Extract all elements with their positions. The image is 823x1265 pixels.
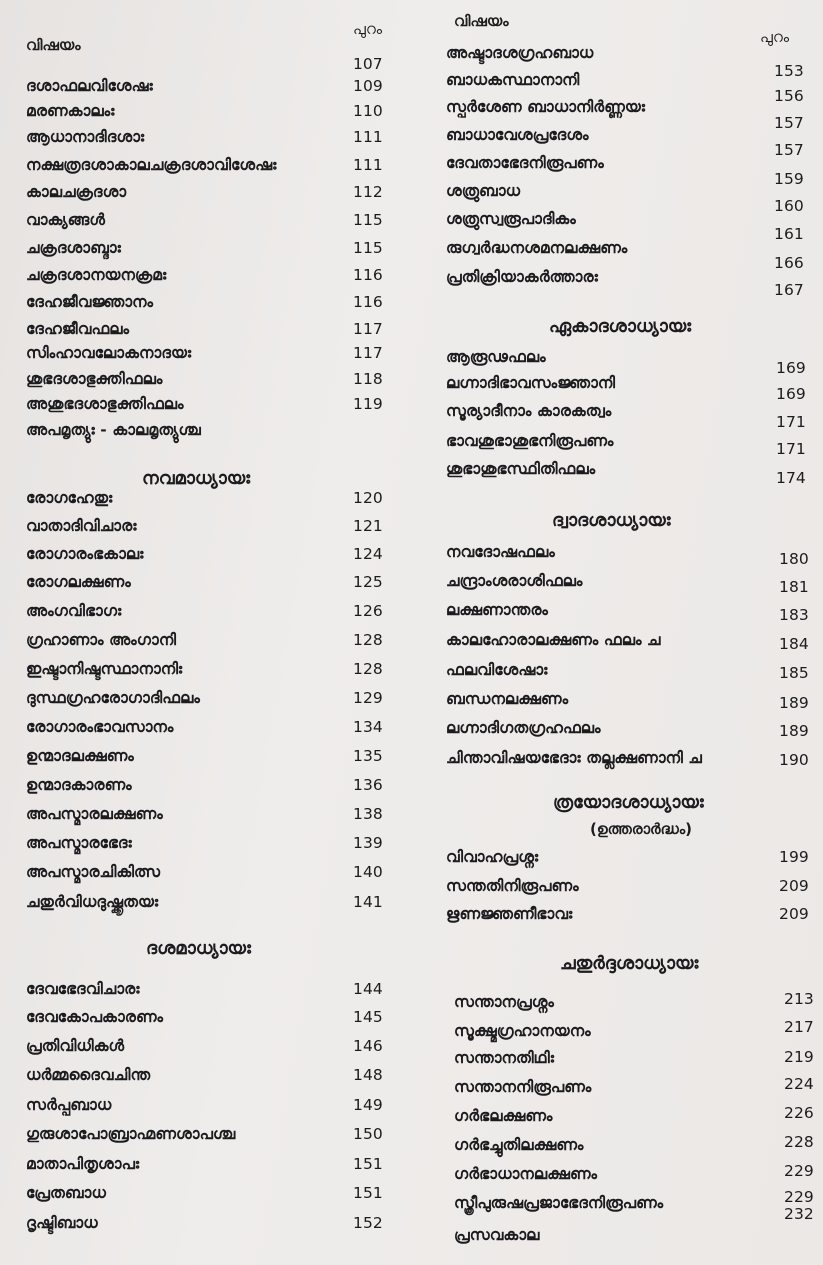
toc-entry[interactable] [440, 239, 823, 272]
toc-entry-title: രോഗാരംഭാവസാനം [26, 718, 174, 736]
toc-entry[interactable] [440, 348, 823, 377]
toc-entry-page: 157 [774, 114, 804, 132]
toc-entry-page: 134 [353, 718, 383, 736]
toc-entry[interactable] [0, 1037, 400, 1061]
toc-entry[interactable] [0, 1155, 400, 1179]
toc-entry-title: പ്രസവകാല [454, 1226, 540, 1244]
toc-entry-title: ചതുർവിധദുഷ്ക്കൃതയഃ [26, 893, 159, 911]
toc-entry-title: മാതാപിതൃശാപഃ [26, 1155, 140, 1173]
toc-entry[interactable] [440, 154, 823, 188]
toc-entry[interactable] [0, 239, 400, 263]
toc-entry-title: ലഗ്നാദിഗതഗ്രഹഫലം [446, 719, 601, 737]
toc-entry[interactable] [0, 77, 400, 101]
toc-entry[interactable] [0, 834, 400, 858]
toc-entry-page: 189 [779, 722, 809, 740]
toc-entry-title: നവദോഷഫലം [446, 543, 555, 561]
toc-entry[interactable] [0, 776, 400, 800]
toc-entry-title: ബാധാവേശപ്രദേശം [446, 126, 589, 144]
toc-entry-page: 117 [353, 320, 383, 338]
toc-entry-title: ഗ്രഹാണാം അംഗാനി [26, 631, 177, 649]
left-header-title: വിഷയം [26, 36, 81, 54]
toc-entry-page: 115 [353, 239, 383, 257]
toc-entry-page: 111 [353, 128, 383, 146]
toc-entry[interactable] [440, 719, 823, 743]
toc-entry-page: 109 [353, 77, 383, 95]
toc-entry[interactable] [0, 631, 400, 655]
toc-entry[interactable] [0, 156, 400, 180]
toc-entry-page: 121 [353, 517, 383, 535]
toc-entry-page: 136 [353, 776, 383, 794]
toc-entry[interactable] [0, 293, 400, 317]
toc-entry[interactable] [0, 395, 400, 419]
toc-entry-title: അപമൃത്യുഃ - കാലമൃത്യുശ്ച [26, 421, 201, 439]
toc-entry-page: 135 [353, 747, 383, 765]
right-header-page: പുറം [760, 28, 790, 46]
toc-entry-page: 116 [353, 266, 383, 284]
section-heading: നവമാധ്യായഃ [142, 468, 251, 489]
toc-entry-title: ബാധകസ്ഥാനാനി [446, 71, 580, 89]
toc-entry[interactable] [440, 1162, 823, 1189]
toc-entry-page: 232 [784, 1205, 814, 1223]
toc-entry-title: ഋണജ്ഞണീഭാവഃ [446, 905, 573, 923]
toc-entry-page: 209 [779, 905, 809, 923]
section-heading: ചതുർദ്ദശാധ്യായഃ [560, 953, 699, 974]
toc-entry-title: സന്തതിനിരൂപണം [446, 877, 579, 895]
toc-entry-page: 149 [353, 1096, 383, 1114]
toc-entry-title: ശുഭദശാഭുക്തിഫലം [26, 370, 163, 388]
toc-entry-title: ഇഷ്ടാനിഷ്ടസ്ഥാനാനിഃ [26, 660, 183, 678]
toc-entry-title: കാലഹോരാലക്ഷണം ഫലം ച [446, 631, 661, 649]
toc-entry-title: അപസ്മാരലക്ഷണം [26, 805, 163, 823]
right-header-title: വിഷയം [454, 12, 509, 30]
toc-entry[interactable] [0, 211, 400, 235]
toc-entry-page: 111 [353, 156, 383, 174]
toc-entry[interactable] [0, 805, 400, 829]
toc-entry[interactable] [440, 1104, 823, 1131]
toc-entry[interactable] [0, 1214, 400, 1238]
toc-entry-title: ദശാഫലവിശേഷഃ [26, 77, 153, 95]
toc-entry[interactable] [0, 266, 400, 290]
toc-entry-title: ആധാനാദിദശാഃ [26, 128, 145, 146]
toc-entry-title: സന്താനതിഥിഃ [454, 1049, 555, 1067]
toc-entry-page: 160 [774, 197, 804, 215]
toc-entry-page: 224 [784, 1075, 814, 1093]
toc-entry[interactable] [440, 268, 823, 299]
section-heading: ത്രയോദശാധ്യായഃ [553, 792, 704, 813]
toc-entry[interactable] [440, 848, 823, 872]
toc-entry-title: ആരൂഢഫലം [446, 348, 546, 366]
toc-entry-title: വാക്യങ്ങൾ [26, 211, 106, 229]
toc-entry-title: ഫലവിശേഷാഃ [446, 661, 548, 679]
toc-entry-title: ഗർഭലക്ഷണം [454, 1107, 553, 1125]
toc-entry[interactable] [0, 370, 400, 394]
toc-entry-page: 140 [353, 863, 383, 881]
toc-entry[interactable] [440, 661, 823, 685]
toc-entry-title: അപസ്മാരഭേദഃ [26, 834, 132, 852]
toc-entry-page: 174 [776, 469, 806, 487]
toc-entry-page: 148 [353, 1066, 383, 1084]
toc-entry-page: 171 [776, 413, 806, 431]
toc-entry-title: കാലചക്രദശാ [26, 183, 127, 201]
toc-entry-title: പ്രതിവിധികൾ [26, 1037, 125, 1055]
toc-entry[interactable] [440, 1049, 823, 1073]
section-heading: ദ്വാദശാധ്യായഃ [552, 510, 671, 531]
toc-entry-page: 209 [779, 877, 809, 895]
toc-entry-page: 167 [774, 281, 804, 299]
toc-entry-page: 226 [784, 1104, 814, 1122]
toc-entry-page: 184 [779, 635, 809, 653]
toc-entry-title: ഗർഭാധാനലക്ഷണം [454, 1165, 598, 1183]
toc-entry[interactable] [440, 182, 823, 215]
toc-entry-title: ചിന്താവിഷയഭേദാഃ തല്ലക്ഷണാനി ച [446, 749, 702, 767]
toc-entry[interactable] [440, 543, 823, 567]
toc-entry-page: 171 [776, 440, 806, 458]
toc-entry[interactable] [440, 601, 823, 625]
toc-entry[interactable] [0, 747, 400, 771]
toc-entry-page: 229 [784, 1162, 814, 1180]
toc-entry[interactable] [440, 749, 823, 773]
toc-entry-page: 169 [776, 385, 806, 403]
toc-entry-title: സിംഹാവലോകനാദയഃ [26, 344, 192, 362]
toc-entry-page: 183 [779, 606, 809, 624]
toc-entry[interactable] [0, 1125, 400, 1149]
toc-entry-title: അപസ്മാരചികിത്സ [26, 863, 161, 881]
toc-entry-page: 180 [779, 550, 809, 568]
toc-entry[interactable] [0, 1008, 400, 1032]
toc-entry-title: സൂര്യാദീനാം കാരകത്വം [446, 402, 612, 420]
toc-entry-title: ഉന്മാദലക്ഷണം [26, 747, 134, 765]
toc-entry[interactable] [440, 1133, 823, 1160]
toc-entry[interactable] [0, 102, 400, 126]
toc-entry-page: 129 [353, 689, 383, 707]
toc-entry-page: 120 [353, 489, 383, 507]
toc-entry[interactable] [440, 631, 823, 655]
toc-entry-title: സൂക്ഷ്മഗ്രഹാനയനം [454, 1022, 591, 1040]
toc-entry[interactable] [0, 183, 400, 207]
toc-entry-title: വാതാദിവിചാരഃ [26, 517, 137, 535]
toc-entry-title: ദുസ്ഥഗ്രഹരോഗാദിഫലം [26, 689, 200, 707]
toc-entry-title: മരണകാലംഃ [26, 102, 115, 120]
toc-entry[interactable] [440, 432, 823, 456]
toc-entry[interactable] [0, 344, 400, 368]
toc-entry-title: ശത്രുബാധ [446, 182, 521, 200]
toc-entry[interactable] [0, 489, 400, 513]
toc-entry-page: 138 [353, 805, 383, 823]
toc-entry-title: ദേഹജീവജ്ഞാനം [26, 293, 154, 311]
toc-entry[interactable] [0, 1066, 400, 1090]
toc-entry-page: 139 [353, 834, 383, 852]
section-heading: ഏകാദശാധ്യായഃ [549, 316, 692, 337]
toc-entry-page: 126 [353, 602, 383, 620]
toc-entry-title: ധർമ്മദൈവചിന്ത [26, 1066, 151, 1084]
toc-entry-page: 181 [779, 578, 809, 596]
toc-entry-page: 157 [774, 141, 804, 159]
toc-entry-title: അഷ്ടാദശഗ്രഹബാധ [446, 44, 594, 62]
toc-entry-title: സ്ത്രീപുരുഷപ്രജാഭേദനിരൂപണം [454, 1194, 664, 1212]
toc-entry-page: 169 [776, 359, 806, 377]
toc-entry[interactable] [440, 877, 823, 901]
toc-entry-page: 115 [353, 211, 383, 229]
toc-entry-page: 161 [774, 225, 804, 243]
toc-entry-page: 190 [779, 751, 809, 769]
toc-entry-title: ദേവതാഭേദനിരൂപണം [446, 154, 604, 172]
toc-entry-page: 228 [784, 1133, 814, 1151]
toc-entry-page: 152 [353, 1214, 383, 1232]
toc-entry-page: 145 [353, 1008, 383, 1026]
toc-entry-page: 219 [784, 1048, 814, 1066]
toc-entry-title: ഗുരുശാപോബ്രാഹ്മണശാപശ്ച [26, 1125, 236, 1143]
toc-entry[interactable] [0, 689, 400, 713]
toc-entry[interactable] [440, 690, 823, 714]
toc-entry[interactable] [440, 98, 823, 132]
toc-entry[interactable] [440, 210, 823, 243]
toc-entry-page: 229 [784, 1188, 814, 1206]
toc-entry-page: 125 [353, 573, 383, 591]
toc-entry-page: 151 [353, 1155, 383, 1173]
toc-entry-page: 199 [779, 848, 809, 866]
toc-entry-page: 144 [353, 980, 383, 998]
toc-entry-title: സ്പർശേണ ബാധാനിർണ്ണയഃ [446, 98, 646, 116]
toc-entry-title: ലഗ്നാദിഭാവസംജ്ഞാനി [446, 374, 616, 392]
toc-entry-title: രുഗ്വർദ്ധനശമനലക്ഷണം [446, 239, 628, 257]
toc-entry-title: ഉന്മാദകാരണം [26, 776, 132, 794]
toc-entry-page: 112 [353, 183, 383, 201]
toc-entry-title: ബന്ധനലക്ഷണം [446, 690, 569, 708]
toc-entry-title: ഭാവശുഭാശുഭനിരൂപണം [446, 432, 614, 450]
toc-entry-title: ചക്രദശാബ്ദാഃ [26, 239, 121, 257]
toc-entry-page: 166 [774, 254, 804, 272]
toc-entry-title: പ്രേതബാധ [26, 1184, 106, 1202]
toc-entry-page: 119 [353, 395, 383, 413]
toc-entry[interactable] [440, 1188, 823, 1218]
toc-entry-title: ദൃഷ്ടിബാധ [26, 1214, 98, 1232]
toc-entry-page: 217 [784, 1018, 814, 1036]
toc-entry-title: രോഗാരംഭകാലഃ [26, 545, 144, 563]
toc-entry[interactable] [440, 126, 823, 159]
toc-entry-title: സർപ്പബാധ [26, 1096, 112, 1114]
toc-entry-page: 151 [353, 1184, 383, 1202]
toc-entry[interactable] [440, 1075, 823, 1102]
toc-entry-page: 110 [353, 102, 383, 120]
toc-entry[interactable] [0, 1184, 400, 1208]
toc-entry-title: സന്താനനിരൂപണം [454, 1078, 592, 1096]
toc-entry[interactable] [0, 573, 400, 597]
toc-entry-title: രോഗഹേതുഃ [26, 489, 113, 507]
toc-entry[interactable] [0, 863, 400, 887]
toc-entry[interactable] [440, 402, 823, 431]
toc-entry-title: ഗർഭച്ചുതിലക്ഷണം [454, 1136, 584, 1154]
toc-entry-page: 156 [774, 87, 804, 105]
toc-entry-title: ശുഭാശുഭസ്ഥിതിഫലം [446, 460, 596, 478]
toc-entry[interactable] [0, 1096, 400, 1120]
toc-entry-title: ലക്ഷണാന്തരം [446, 601, 549, 619]
toc-entry[interactable] [440, 460, 823, 487]
left-header-page: പുറം [353, 20, 383, 38]
toc-entry[interactable] [0, 660, 400, 684]
toc-entry-page: 213 [784, 990, 814, 1008]
section-subtitle: (ഉത്തരാർദ്ധം) [590, 820, 692, 838]
toc-entry-page: 153 [774, 62, 804, 80]
toc-entry-title: ദേഹജീവഫലം [26, 320, 130, 338]
toc-entry[interactable] [0, 128, 400, 152]
toc-entry[interactable] [0, 320, 400, 344]
toc-entry-title: ദേവകോപകാരണം [26, 1008, 164, 1026]
toc-entry-title: പ്രതിക്രിയാകർത്താരഃ [446, 268, 598, 286]
toc-entry[interactable] [440, 374, 823, 403]
toc-entry[interactable] [440, 1205, 823, 1250]
toc-entry[interactable] [440, 71, 823, 105]
toc-entry-page: 141 [353, 893, 383, 911]
toc-entry-page: 146 [353, 1037, 383, 1055]
toc-entry[interactable] [0, 517, 400, 541]
toc-entry[interactable] [0, 421, 400, 445]
toc-entry-page: 117 [353, 344, 383, 362]
toc-entry-page: 124 [353, 545, 383, 563]
toc-entry-title: രോഗലക്ഷണം [26, 573, 131, 591]
toc-entry-title: സന്താനപ്രശ്നം [454, 993, 554, 1011]
toc-entry-page: 185 [779, 664, 809, 682]
toc-entry[interactable] [440, 990, 823, 1017]
toc-entry-page: 128 [353, 660, 383, 678]
toc-entry-title: ചന്ദ്രാംശരാശിഫലം [446, 572, 583, 590]
toc-entry-title: ദേവഭേദവിചാരഃ [26, 980, 140, 998]
section-heading: ദശമാധ്യായഃ [146, 938, 251, 959]
toc-entry-title: അംഗവിഭാഗഃ [26, 602, 122, 620]
toc-entry-title: ചക്രദശാനയനക്രമഃ [26, 266, 167, 284]
toc-entry[interactable] [0, 718, 400, 742]
toc-entry[interactable] [440, 905, 823, 929]
toc-entry-title: വിവാഹപ്രശ്നഃ [446, 848, 539, 866]
toc-entry-page: 116 [353, 293, 383, 311]
toc-entry[interactable] [440, 572, 823, 596]
toc-entry[interactable] [0, 602, 400, 626]
toc-entry-page: 189 [779, 694, 809, 712]
toc-entry-page: 118 [353, 370, 383, 388]
toc-entry[interactable] [0, 545, 400, 569]
toc-entry-page: 128 [353, 631, 383, 649]
toc-entry[interactable] [0, 980, 400, 1004]
toc-entry[interactable] [0, 893, 400, 917]
toc-entry-title: ശത്രുസ്വരൂപാദികം [446, 210, 576, 228]
toc-entry[interactable] [440, 1018, 823, 1046]
left-first-page-number: 107 [353, 55, 383, 73]
toc-entry-title: അശുഭദശാഭുക്തിഫലം [26, 395, 184, 413]
toc-entry-page: 159 [774, 170, 804, 188]
toc-entry-title: നക്ഷത്രദശാകാലചക്രദശാവിശേഷഃ [26, 156, 277, 174]
toc-entry-page: 150 [353, 1125, 383, 1143]
